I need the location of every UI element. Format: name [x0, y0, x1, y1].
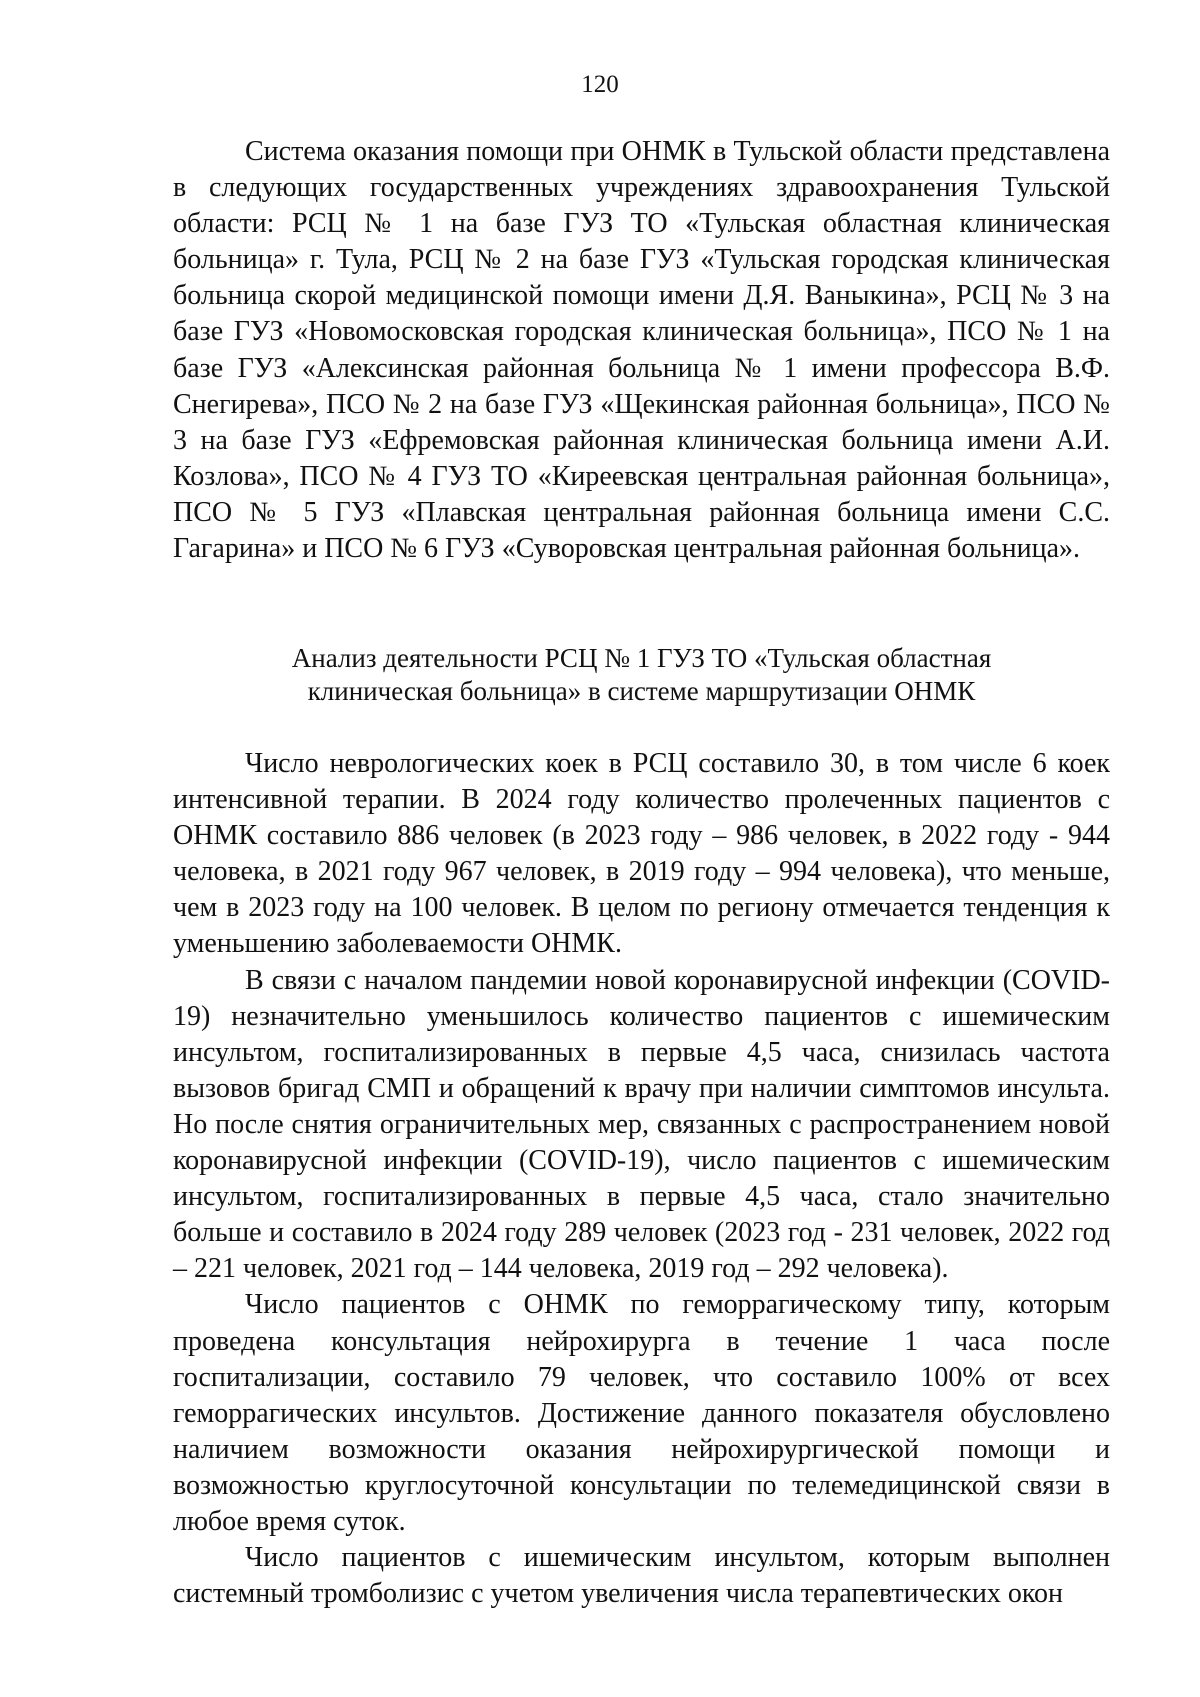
paragraph-beds-and-patients: Число неврологических коек в РСЦ составило 30, в том числе 6 коек интенсивной терапии. В 2024 году количество пролеченных пациентов с ОНМК составило 886 человек (в 2023 году – 986 человек, в 2022 году - 944 человека, в 2021 году 967 человек, в 2019 году – 994 человека), что меньше, чем в 2023 году на 100 человек. В целом по региону отмечается тенденция к уменьшению заболеваемости ОНМК.	[173, 748, 1110, 960]
paragraph-thrombolysis: Число пациентов с ишемическим инсультом, которым выполнен системный тромболизис с учетом увеличения числа терапевтических окон	[173, 1542, 1110, 1610]
section-body	[173, 746, 1110, 1612]
page-number: 120	[581, 71, 619, 98]
section-heading	[173, 642, 1110, 708]
section-heading-line-1: Анализ деятельности РСЦ № 1 ГУЗ ТО «Тульская областная	[291, 643, 992, 673]
paragraph-covid-impact: В связи с началом пандемии новой коронавирусной инфекции (COVID-19) незначительно уменьшилось количество пациентов с ишемическим инсультом, госпитализированных в первые 4,5 часа, снизилась частота вызовов бригад СМП и обращений к врачу при наличии симптомов инсульта. Но после снятия ограничительных мер, связанных с распространением новой коронавирусной инфекции (COVID-19), число пациентов с ишемическим инсультом, госпитализированных в первые 4,5 часа, стало значительно больше и составило в 2024 году 289 человек (2023 год - 231 человек, 2022 год – 221 человек, 2021 год – 144 человека, 2019 год – 292 человека).	[173, 964, 1110, 1285]
intro-paragraph: Система оказания помощи при ОНМК в Тульской области представлена в следующих государственных учреждениях здравоохранения Тульской области: РСЦ № 1 на базе ГУЗ ТО «Тульская областная клиническая больница» г. Тула, РСЦ № 2 на базе ГУЗ «Тульская городская клиническая больница скорой медицинской помощи имени Д.Я. Ваныкина», РСЦ № 3 на базе ГУЗ «Новомосковская городская клиническая больница», ПСО № 1 на базе ГУЗ «Алексинская районная больница № 1 имени профессора В.Ф. Снегирева», ПСО № 2 на базе ГУЗ «Щекинская районная больница», ПСО № 3 на базе ГУЗ «Ефремовская районная клиническая больница имени А.И. Козлова», ПСО № 4 ГУЗ ТО «Киреевская центральная районная больница», ПСО № 5 ГУЗ «Плавская центральная районная больница имени С.С. Гагарина» и ПСО № 6 ГУЗ «Суворовская центральная районная больница».	[173, 136, 1110, 565]
intro-block	[173, 134, 1110, 567]
paragraph-neurosurgeon-consultation: Число пациентов с ОНМК по геморрагическому типу, которым проведена консультация нейрохирурга в течение 1 часа после госпитализации, составило 79 человек, что составило 100% от всех геморрагических инсультов. Достижение данного показателя обусловлено наличием возможности оказания нейрохирургической помощи и возможностью круглосуточной консультации по телемедицинской связи в любое время суток.	[173, 1289, 1110, 1537]
section-heading-line-2: клиническая больница» в системе маршрутизации ОНМК	[307, 676, 976, 706]
